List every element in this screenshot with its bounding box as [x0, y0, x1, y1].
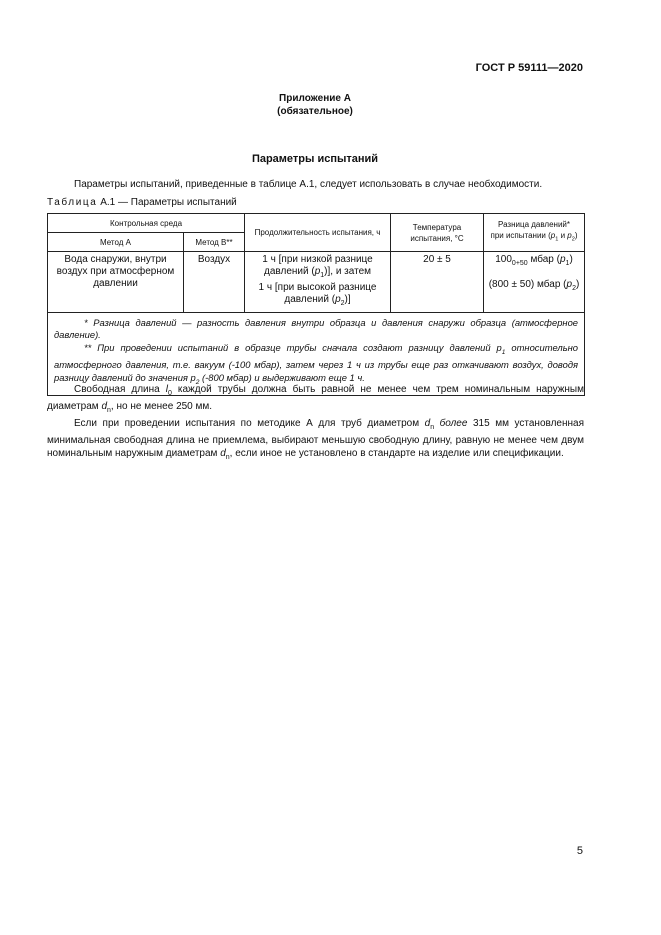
- header-pressure-and: и: [558, 231, 568, 241]
- d-symbol: d: [220, 448, 226, 459]
- header-duration: Продолжительность испытания, ч: [245, 214, 391, 252]
- table-header-row: [48, 214, 585, 233]
- d-subscript: n: [107, 407, 111, 414]
- p-symbol: p: [314, 266, 321, 277]
- p1-text-a: Свободная длина: [74, 384, 166, 395]
- p1-text-c: , но не менее 250 мм.: [110, 401, 213, 412]
- document-code: ГОСТ Р 59111—2020: [475, 62, 583, 74]
- annex-status: (обязательное): [277, 106, 353, 117]
- annex-title: Приложение А: [279, 93, 351, 104]
- table-row: [48, 252, 585, 313]
- p-symbol: p: [567, 231, 572, 241]
- header-pressure-text: при испытании (: [490, 231, 551, 241]
- p-symbol: p: [566, 279, 573, 290]
- p-subscript: 1: [320, 272, 325, 279]
- pressure-low-tolerance: 0+50: [511, 260, 528, 267]
- d-subscript: n: [430, 424, 435, 431]
- p1-text-b: каждой трубы должна быть равной не менее чем трем номинальным наружным диаметрам: [47, 384, 584, 412]
- d-subscript: n: [225, 454, 230, 461]
- header-control-medium: Контрольная среда: [48, 214, 245, 233]
- pressure-high: [488, 279, 580, 295]
- p2-text-a: Если при проведении испытания по методике А для труб диаметром: [74, 418, 425, 429]
- table-note-1: * Разница давлений — разность давления внутри образца и давления снаружи образца (атмосферное давление).: [54, 317, 579, 341]
- p-subscript: 2: [572, 285, 576, 292]
- l-symbol: l: [165, 384, 168, 395]
- p-symbol: p: [550, 231, 556, 241]
- header-method-a: Метод А: [48, 233, 184, 252]
- p-symbol: p: [335, 294, 341, 305]
- duration-high-text: 1 ч [при высокой разнице давлений (: [258, 282, 377, 305]
- cell-method-b: Воздух: [184, 252, 245, 313]
- p-subscript: 2: [571, 236, 575, 243]
- cell-temperature: 20 ± 5: [391, 252, 484, 313]
- header-method-b: Метод В**: [184, 233, 245, 252]
- d-symbol: d: [424, 418, 431, 429]
- note2-text-b: относительно атмосферного давления, т.е. вакуум (-100 мбар), затем через 1 ч из трубы еще раз откачивают воздух, доводя разницу давлений до значения p: [54, 341, 579, 383]
- p-subscript: 2: [340, 300, 345, 307]
- table-caption-rest: А.1 — Параметры испытаний: [97, 197, 237, 208]
- cell-duration: [245, 252, 391, 313]
- table-caption-word: Таблица: [47, 197, 98, 208]
- note2-text-c: (-800 мбар) и выдерживают еще 1 ч.: [199, 371, 365, 383]
- header-pressure-line1: Разница давлений*: [498, 220, 571, 230]
- pressure-high-value: (800 ± 50) мбар (: [488, 279, 567, 290]
- duration-low-text: 1 ч [при низкой разнице давлений (: [262, 254, 373, 277]
- parameters-table: [47, 213, 585, 396]
- header-temperature: Температура испытания, °С: [391, 214, 484, 252]
- p-symbol: p: [559, 254, 566, 265]
- pressure-low-unit: мбар (: [527, 254, 560, 265]
- table-note-2: [54, 342, 578, 389]
- l-subscript: 0: [167, 390, 172, 397]
- p2-text-c: 315 мм установленная минимальная свободная длина не приемлема, выбирают меньшую свободную длину, равную не менее чем двум номинальным наружным диаметрам: [47, 418, 585, 459]
- intro-paragraph: Параметры испытаний, приведенные в таблице А.1, следует использовать в случае необходимости.: [74, 179, 543, 190]
- pressure-high-close: ): [575, 279, 580, 290]
- cell-pressure: [484, 252, 585, 313]
- p-subscript: 1: [555, 236, 559, 243]
- page-number: 5: [576, 845, 583, 857]
- section-title: Параметры испытаний: [251, 153, 379, 165]
- paragraph-free-length: [47, 383, 584, 417]
- table-caption: [47, 197, 237, 208]
- paragraph-method-a: [47, 417, 584, 464]
- duration-high-tail: )]: [344, 294, 351, 305]
- header-pressure-close: ): [574, 231, 578, 241]
- d-symbol: d: [101, 401, 108, 412]
- header-pressure-diff: [484, 214, 585, 252]
- duration-low-tail: )], и затем: [324, 266, 372, 277]
- cell-method-a: Вода снаружи, внутри воздух при атмосферном давлении: [48, 252, 184, 313]
- p2-text-e: , если иное не установлено в стандарте на изделие или спецификации.: [229, 448, 564, 459]
- note2-text-a: ** При проведении испытаний в образце трубы сначала создают разницу давлений p: [84, 341, 502, 353]
- body-text: [47, 383, 584, 464]
- p-subscript: 1: [565, 260, 570, 267]
- p2-text-more: более: [434, 418, 468, 429]
- p-subscript: 1: [501, 348, 506, 356]
- pressure-low-close: ): [569, 254, 573, 265]
- pressure-low-value: 100: [495, 254, 512, 265]
- p-subscript: 2: [195, 378, 200, 386]
- annex-heading: [0, 92, 630, 118]
- pressure-low: [488, 254, 580, 270]
